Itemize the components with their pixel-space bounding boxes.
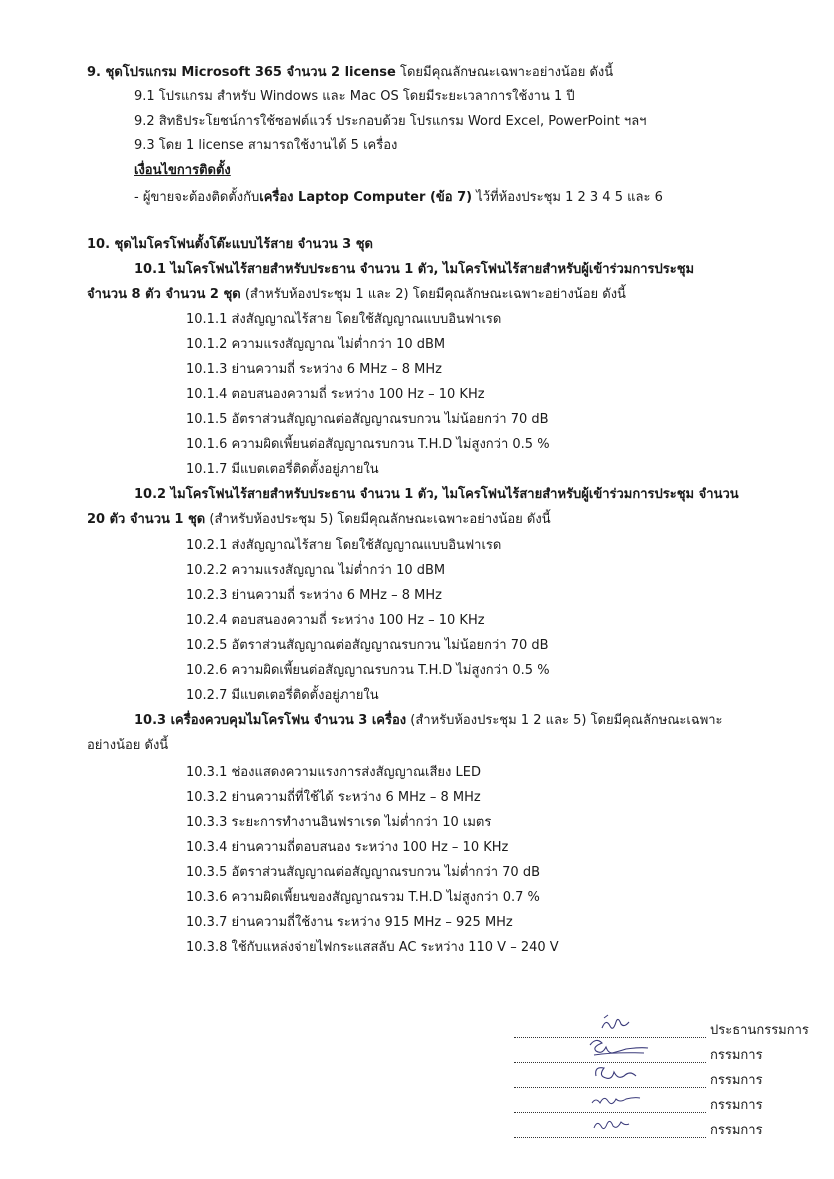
sec10-2-item: 10.2.3 ย่านความถี่ ระหว่าง 6 MHz – 8 MHz	[186, 588, 442, 603]
sec10-2-item: 10.2.4 ตอบสนองความถี่ ระหว่าง 100 Hz – 10 KHz	[186, 613, 485, 628]
sec10-1-line2-rest: (สำหรับห้องประชุม 1 และ 2) โดยมีคุณลักษณะเฉพาะอย่างน้อย ดังนี้	[240, 287, 626, 302]
sec9-condition-c: ไว้ที่ห้องประชุม 1 2 3 4 5 และ 6	[472, 190, 663, 205]
sec10-3-item: 10.3.7 ย่านความถี่ใช้งาน ระหว่าง 915 MHz – 925 MHz	[186, 915, 513, 930]
sec10-1-item: 10.1.1 ส่งสัญญาณไร้สาย โดยใช้สัญญาณแบบอินฟาเรด	[186, 312, 502, 327]
sec10-3-item: 10.3.2 ย่านความถี่ที่ใช้ได้ ระหว่าง 6 MHz – 8 MHz	[186, 790, 481, 805]
handwritten-signature-1	[554, 1010, 674, 1034]
sec10-3-line2: อย่างน้อย ดังนี้	[87, 738, 169, 753]
signature-line	[514, 1137, 706, 1138]
sec10-2-line2	[87, 511, 551, 529]
sec10-2-item: 10.2.6 ความผิดเพี้ยนต่อสัญญาณรบกวน T.H.D ไม่สูงกว่า 0.5 %	[186, 663, 550, 678]
sec9-item: 9.1 โปรแกรม สำหรับ Windows และ Mac OS โดยมีระยะเวลาการใช้งาน 1 ปี	[134, 89, 575, 104]
sec10-1-item: 10.1.3 ย่านความถี่ ระหว่าง 6 MHz – 8 MHz	[186, 362, 442, 377]
sec10-1-item: 10.1.2 ความแรงสัญญาณ ไม่ต่ำกว่า 10 dBM	[186, 337, 446, 352]
sec10-1-line1: 10.1 ไมโครโฟนไร้สายสำหรับประธาน จำนวน 1 ตัว, ไมโครโฟนไร้สายสำหรับผู้เข้าร่วมการประชุม	[134, 262, 695, 277]
sec10-2-line1: 10.2 ไมโครโฟนไร้สายสำหรับประธาน จำนวน 1 ตัว, ไมโครโฟนไร้สายสำหรับผู้เข้าร่วมการประชุม จำนวน	[134, 487, 739, 502]
sec9-heading	[87, 64, 613, 82]
sec10-1-item: 10.1.7 มีแบตเตอรี่ติดตั้งอยู่ภายใน	[186, 462, 379, 477]
sec9-condition-a: - ผู้ขายจะต้องติดตั้งกับ	[134, 190, 260, 205]
signature-role: กรรมการ	[710, 1123, 763, 1138]
handwritten-signature-3	[554, 1060, 674, 1084]
sec9-item: 9.2 สิทธิประโยชน์การใช้ซอฟต์แวร์ ประกอบด้วย โปรแกรม Word Excel, PowerPoint ฯลฯ	[134, 114, 647, 129]
sec10-1-item: 10.1.4 ตอบสนองความถี่ ระหว่าง 100 Hz – 10 KHz	[186, 387, 485, 402]
signature-role: กรรมการ	[710, 1098, 763, 1113]
sec9-heading-rest: โดยมีคุณลักษณะเฉพาะอย่างน้อย ดังนี้	[395, 65, 614, 80]
sec9-item: 9.3 โดย 1 license สามารถใช้งานได้ 5 เครื่อง	[134, 138, 398, 153]
sec9-condition-title: เงื่อนไขการติดตั้ง	[134, 163, 231, 178]
sec10-2-line2-rest: (สำหรับห้องประชุม 5) โดยมีคุณลักษณะเฉพาะอย่างน้อย ดังนี้	[205, 512, 551, 527]
sec10-3-line1-rest: (สำหรับห้องประชุม 1 2 และ 5) โดยมีคุณลักษณะเฉพาะ	[406, 713, 723, 728]
sec10-2-item: 10.2.5 อัตราส่วนสัญญาณต่อสัญญาณรบกวน ไม่น้อยกว่า 70 dB	[186, 638, 549, 653]
sec10-3-item: 10.3.6 ความผิดเพี้ยนของสัญญาณรวม T.H.D ไม่สูงกว่า 0.7 %	[186, 890, 540, 905]
sec10-1-item: 10.1.5 อัตราส่วนสัญญาณต่อสัญญาณรบกวน ไม่น้อยกว่า 70 dB	[186, 412, 549, 427]
sec10-2-item: 10.2.1 ส่งสัญญาณไร้สาย โดยใช้สัญญาณแบบอินฟาเรด	[186, 538, 502, 553]
sec10-2-item: 10.2.7 มีแบตเตอรี่ติดตั้งอยู่ภายใน	[186, 688, 379, 703]
sec9-condition	[134, 189, 663, 207]
sec10-heading: 10. ชุดไมโครโฟนตั้งโต๊ะแบบไร้สาย จำนวน 3 ชุด	[87, 237, 373, 252]
sec9-heading-bold: 9. ชุดโปรแกรม Microsoft 365 จำนวน 2 license	[87, 65, 396, 80]
sec10-1-line2-bold: จำนวน 8 ตัว จำนวน 2 ชุด	[87, 287, 241, 302]
signature-role: ประธานกรรมการ	[710, 1023, 809, 1038]
sec10-2-line2-bold: 20 ตัว จำนวน 1 ชุด	[87, 512, 206, 527]
sec10-1-line2	[87, 286, 626, 304]
sec10-3-item: 10.3.8 ใช้กับแหล่งจ่ายไฟกระแสสลับ AC ระหว่าง 110 V – 240 V	[186, 940, 559, 955]
sec10-3-line1	[134, 712, 723, 730]
sec10-3-line1-bold: 10.3 เครื่องควบคุมไมโครโฟน จำนวน 3 เครื่อง	[134, 713, 407, 728]
sec10-3-item: 10.3.3 ระยะการทำงานอินฟราเรด ไม่ต่ำกว่า 10 เมตร	[186, 815, 492, 830]
signature-role: กรรมการ	[710, 1048, 763, 1063]
handwritten-signature-5	[554, 1110, 674, 1134]
sec10-3-item: 10.3.5 อัตราส่วนสัญญาณต่อสัญญาณรบกวน ไม่ต่ำกว่า 70 dB	[186, 865, 541, 880]
sec10-2-item: 10.2.2 ความแรงสัญญาณ ไม่ต่ำกว่า 10 dBM	[186, 563, 446, 578]
handwritten-signature-2	[554, 1035, 674, 1059]
sec10-3-item: 10.3.1 ช่องแสดงความแรงการส่งสัญญาณเสียง LED	[186, 765, 481, 780]
sec10-3-item: 10.3.4 ย่านความถี่ตอบสนอง ระหว่าง 100 Hz – 10 KHz	[186, 840, 509, 855]
handwritten-signature-4	[554, 1085, 674, 1109]
signature-row	[514, 1118, 834, 1140]
sec10-1-item: 10.1.6 ความผิดเพี้ยนต่อสัญญาณรบกวน T.H.D ไม่สูงกว่า 0.5 %	[186, 437, 550, 452]
sec9-condition-b: เครื่อง Laptop Computer (ข้อ 7)	[259, 190, 473, 205]
signature-role: กรรมการ	[710, 1073, 763, 1088]
